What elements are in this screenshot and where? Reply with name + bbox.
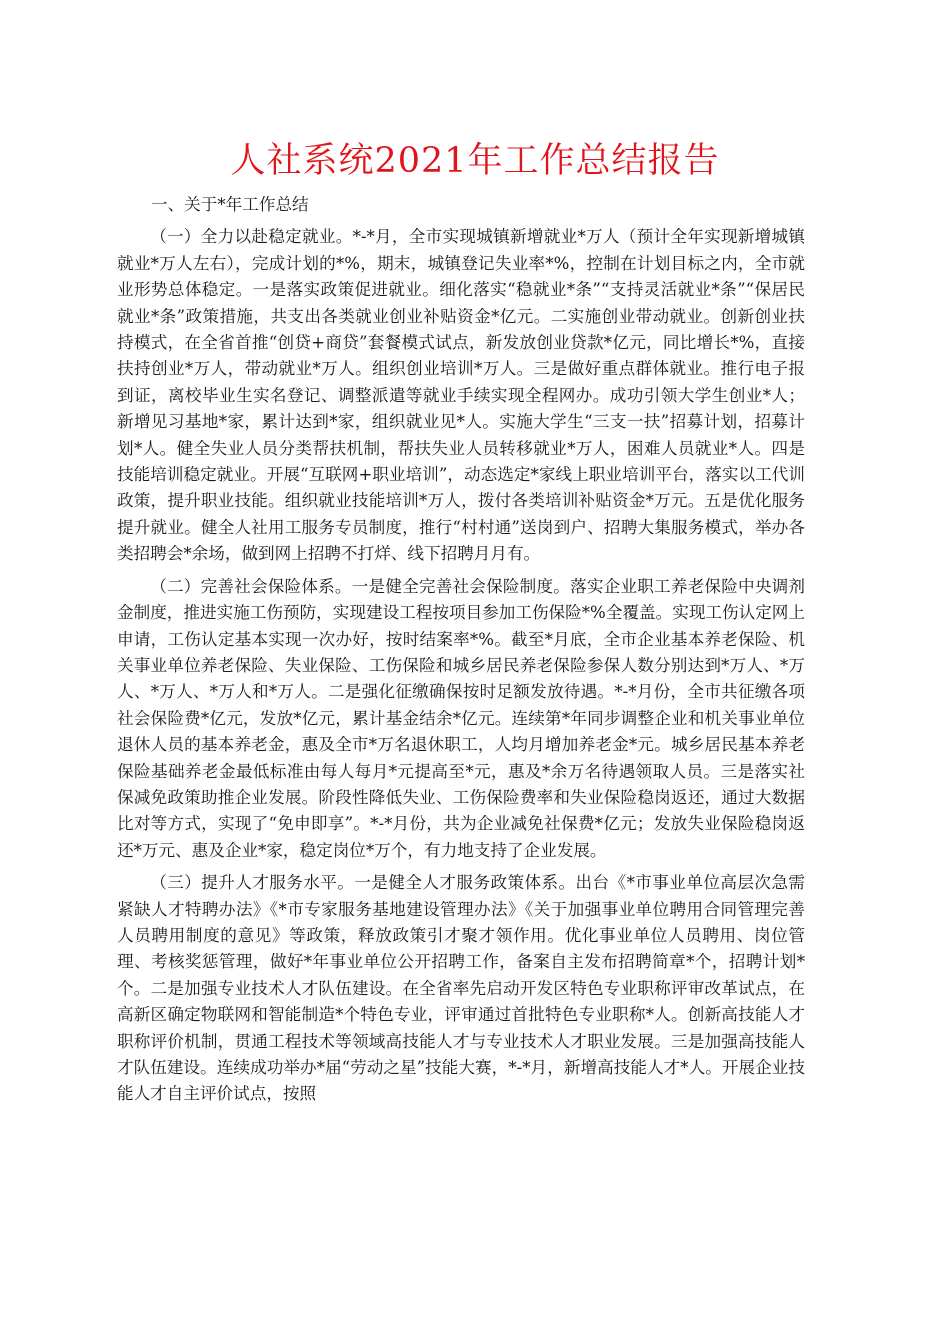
paragraph-social-insurance: （二）完善社会保险体系。一是健全完善社会保险制度。落实企业职工养老保险中央调剂金制度，推进实施工伤预防，实现建设工程按项目参加工伤保险*%全覆盖。实现工伤认定网上申请，工伤认定基本实现一次办好，按时结案率*%。截至*月底，全市企业基本养老保险、机关事业单位养老保险、失业保险、工伤保险和城乡居民养老保险参保人数分别达到*万人、*万人、*万人、*万人和*万人。二是强化征缴确保按时足额发放待遇。*-*月份，全市共征缴各项社会保险费*亿元，发放*亿元，累计基金结余*亿元。连续第*年同步调整企业和机关事业单位退休人员的基本养老金，惠及全市*万名退休职工，人均月增加养老金*元。城乡居民基本养老保险基础养老金最低标准由每人每月*元提高至*元，惠及*余万名待遇领取人员。三是落实社保减免政策助推企业发展。阶段性降低失业、工伤保险费率和失业保险稳岗返还，通过大数据比对等方式，实现了“免申即享”。*-*月份，共为企业减免社保费*亿元；发放失业保险稳岗返还*万元、惠及企业*家，稳定岗位*万个，有力地支持了企业发展。	[117, 576, 805, 860]
document-body	[117, 192, 805, 1114]
paragraph-employment: （一）全力以赴稳定就业。*-*月，全市实现城镇新增就业*万人（预计全年实现新增城镇就业*万人左右），完成计划的*%，期末，城镇登记失业率*%，控制在计划目标之内，全市就业形势总体稳定。一是落实政策促进就业。细化落实“稳就业*条”“支持灵活就业*条”“保居民就业*条”政策措施，共支出各类就业创业补贴资金*亿元。二实施创业带动就业。创新创业扶持模式，在全省首推“创贷+商贷”套餐模式试点，新发放创业贷款*亿元，同比增长*%，直接扶持创业*万人，带动就业*万人。组织创业培训*万人。三是做好重点群体就业。推行电子报到证，离校毕业生实名登记、调整派遣等就业手续实现全程网办。成功引领大学生创业*人；新增见习基地*家，累计达到*家，组织就业见*人。实施大学生“三支一扶”招募计划，招募计划*人。健全失业人员分类帮扶机制，帮扶失业人员转移就业*万人，困难人员就业*人。四是技能培训稳定就业。开展“互联网+职业培训”，动态选定*家线上职业培训平台，落实以工代训政策，提升职业技能。组织就业技能培训*万人，拨付各类培训补贴资金*万元。五是优化服务提升就业。健全人社用工服务专员制度，推行“村村通”送岗到户、招聘大集服务模式，举办各类招聘会*余场，做到网上招聘不打烊、线下招聘月月有。	[117, 227, 805, 564]
document-title: 人社系统2021年工作总结报告	[230, 141, 720, 181]
paragraph-talent-services: （三）提升人才服务水平。一是健全人才服务政策体系。出台《*市事业单位高层次急需紧缺人才特聘办法》《*市专家服务基地建设管理办法》《关于加强事业单位聘用合同管理完善人员聘用制度的意见》等政策，释放政策引才聚才领作用。优化事业单位人员聘用、岗位管理、考核奖惩管理，做好*年事业单位公开招聘工作，备案自主发布招聘简章*个，招聘计划*个。二是加强专业技术人才队伍建设。在全省率先启动开发区特色专业职称评审改革试点，在高新区确定物联网和智能制造*个特色专业，评审通过首批特色专业职称*人。创新高技能人才职称评价机制，贯通工程技术等领域高技能人才与专业技术人才职业发展。三是加强高技能人才队伍建设。连续成功举办*届“劳动之星”技能大赛，*-*月，新增高技能人才*人。开展企业技能人才自主评价试点，按照	[117, 873, 805, 1104]
section-heading: 一、关于*年工作总结	[151, 195, 309, 214]
